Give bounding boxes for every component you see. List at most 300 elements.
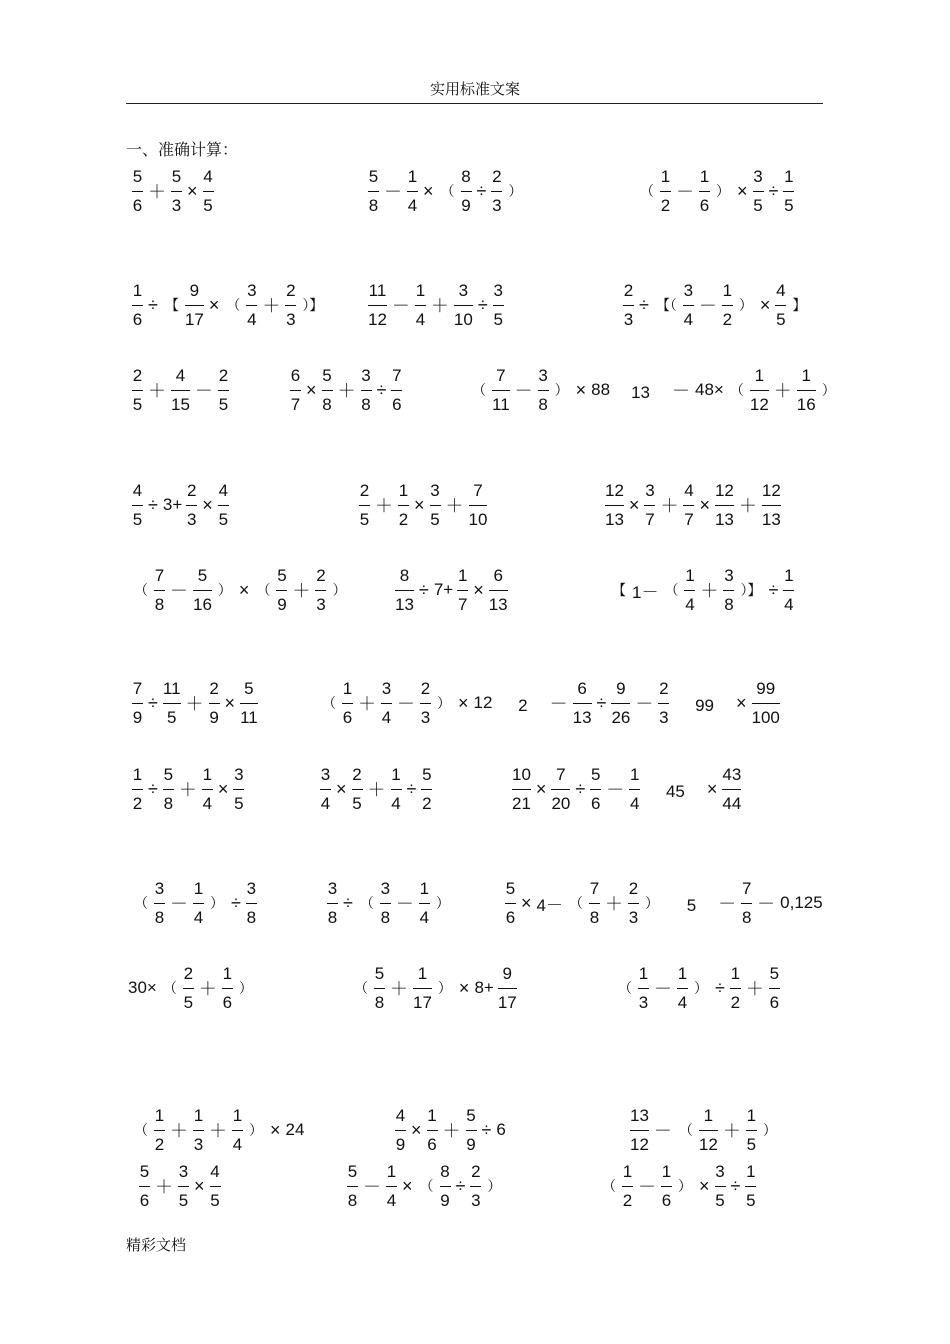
operator: ＋ <box>155 1177 173 1197</box>
fraction <box>505 879 516 928</box>
fraction <box>661 1162 672 1211</box>
fraction <box>178 1162 189 1211</box>
fraction <box>492 366 510 415</box>
operator: × <box>423 180 434 201</box>
bracket: ） <box>435 895 450 911</box>
fraction <box>246 281 257 330</box>
math-expression <box>350 958 519 1018</box>
bracket: （ <box>678 1122 693 1138</box>
fraction <box>232 1106 243 1155</box>
numerator: 1 <box>677 963 688 983</box>
operator: ＋ <box>390 979 408 999</box>
fraction <box>391 366 402 415</box>
numerator: 3 <box>715 1161 725 1181</box>
numerator: 1 <box>386 1161 397 1181</box>
math-expression <box>468 360 840 420</box>
number-text: 12 <box>473 693 493 712</box>
numerator: 4 <box>218 480 229 500</box>
numerator: 1 <box>746 1161 756 1181</box>
numerator: 2 <box>316 565 326 585</box>
denominator: 12 <box>368 309 387 329</box>
fraction <box>154 879 165 928</box>
operator: ÷ <box>148 294 158 315</box>
fraction <box>762 481 781 530</box>
fraction <box>421 765 432 814</box>
denominator: 17 <box>184 309 204 329</box>
operator: － <box>397 694 415 714</box>
fraction <box>240 679 258 728</box>
fraction <box>218 481 229 530</box>
bracket: （ <box>134 1122 148 1138</box>
numerator: 43 <box>722 764 742 784</box>
numerator: 5 <box>374 963 385 983</box>
numerator: 2 <box>628 878 639 898</box>
numerator: 3 <box>154 878 165 898</box>
number-text: 4－ <box>536 895 563 915</box>
fraction <box>741 879 752 928</box>
numerator: 1 <box>202 764 213 784</box>
operator: ÷ <box>148 692 158 713</box>
fraction <box>132 281 143 330</box>
denominator: 2 <box>730 992 741 1012</box>
numerator: 4 <box>684 480 694 500</box>
operator: ＋ <box>738 496 757 516</box>
numerator: 1 <box>699 166 710 186</box>
denominator: 3 <box>316 594 326 614</box>
denominator: 6 <box>342 707 353 727</box>
bracket: （ <box>472 382 486 398</box>
denominator: 4 <box>381 707 392 727</box>
fraction <box>218 366 229 415</box>
operator: × <box>238 579 250 600</box>
operator: － <box>395 894 414 914</box>
operator: ÷ <box>148 778 158 799</box>
numerator: 1 <box>415 280 426 300</box>
operator: ＋ <box>773 381 792 401</box>
numerator: 1 <box>784 565 794 585</box>
numerator: 4 <box>132 480 143 500</box>
denominator: 3 <box>193 1134 204 1154</box>
numerator: 1 <box>754 365 765 385</box>
fraction <box>454 281 473 330</box>
fraction <box>783 167 794 216</box>
denominator: 2 <box>132 793 143 813</box>
denominator: 12 <box>630 1134 649 1154</box>
number-text: 30× <box>128 978 157 997</box>
fraction <box>193 1106 204 1155</box>
fraction <box>413 964 432 1013</box>
bracket: （ <box>602 1178 616 1194</box>
numerator: 3 <box>753 166 763 186</box>
fraction <box>171 167 182 216</box>
fraction <box>493 281 504 330</box>
fraction <box>419 879 430 928</box>
number-text: 7+ <box>433 580 454 599</box>
operator: ＋ <box>445 496 464 516</box>
bracket: 【 <box>164 297 179 313</box>
denominator: 6 <box>139 1190 150 1210</box>
numerator: 7 <box>496 365 506 385</box>
denominator: 5 <box>776 309 786 329</box>
fraction <box>715 1162 726 1211</box>
numerator: 3 <box>246 878 257 898</box>
denominator: 6 <box>222 992 233 1012</box>
math-expression <box>614 958 782 1018</box>
denominator: 16 <box>796 394 816 414</box>
operator: ÷ <box>575 778 586 799</box>
numerator: 3 <box>320 764 331 784</box>
fraction <box>457 566 468 615</box>
number-text: 2 <box>496 695 545 715</box>
numerator: 1 <box>222 963 233 983</box>
fraction <box>374 964 385 1013</box>
fraction <box>132 481 143 530</box>
numerator: 2 <box>218 365 229 385</box>
denominator: 11 <box>240 707 258 727</box>
operator: ＋ <box>660 496 679 516</box>
bracket: （ <box>419 1178 434 1194</box>
number-text: 48× <box>695 380 724 399</box>
numerator: 5 <box>347 1161 358 1181</box>
fraction <box>538 366 549 415</box>
numerator: 5 <box>368 166 379 186</box>
denominator: 5 <box>352 793 362 813</box>
denominator: 4 <box>193 907 204 927</box>
denominator: 13 <box>395 594 414 614</box>
operator: × <box>737 180 748 201</box>
operator: ＋ <box>722 1121 741 1141</box>
operator: × <box>458 977 470 998</box>
bracket: （ <box>618 980 632 996</box>
denominator: 3 <box>471 1190 481 1210</box>
fraction <box>551 765 570 814</box>
fraction <box>623 281 634 330</box>
operator: × <box>414 494 425 515</box>
fraction <box>163 679 181 728</box>
numerator: 6 <box>577 678 587 698</box>
denominator: 5 <box>753 195 763 215</box>
numerator: 1 <box>660 166 671 186</box>
fraction <box>628 879 639 928</box>
fraction <box>132 366 143 415</box>
denominator: 5 <box>183 992 194 1012</box>
math-expression <box>598 1156 758 1216</box>
bracket: （ <box>568 895 583 911</box>
numerator: 1 <box>193 878 204 898</box>
numerator: 3 <box>493 280 503 300</box>
operator: ÷ <box>406 778 417 799</box>
denominator: 5 <box>132 509 143 529</box>
numerator: 2 <box>132 365 143 385</box>
bracket: ） <box>738 297 753 313</box>
numerator: 6 <box>290 365 301 385</box>
math-expression <box>130 360 231 420</box>
math-expression <box>130 161 216 221</box>
numerator: 2 <box>492 166 502 186</box>
numerator: 2 <box>183 963 194 983</box>
numerator: 3 <box>380 878 391 898</box>
operator: × <box>736 692 747 713</box>
fraction <box>209 679 220 728</box>
fraction <box>395 566 414 615</box>
fraction <box>498 964 517 1013</box>
fraction <box>723 566 734 615</box>
numerator: 1 <box>801 365 811 385</box>
fraction <box>466 1106 477 1155</box>
numerator: 2 <box>623 280 634 300</box>
fraction <box>210 1162 221 1211</box>
fraction <box>722 765 741 814</box>
denominator: 3 <box>628 907 639 927</box>
numerator: 5 <box>422 764 432 784</box>
number-text: 24 <box>285 1120 305 1139</box>
numerator: 4 <box>210 1161 220 1181</box>
numerator: 1 <box>784 166 794 186</box>
operator: × <box>759 294 771 315</box>
operator: ÷ <box>730 1175 741 1196</box>
numerator: 3 <box>234 764 244 784</box>
bracket: ） <box>437 980 452 996</box>
operator: ＋ <box>170 1121 188 1141</box>
fraction <box>132 765 143 814</box>
denominator: 2 <box>154 1134 165 1154</box>
denominator: 5 <box>715 1190 725 1210</box>
denominator: 6 <box>505 907 516 927</box>
math-expression <box>130 275 327 335</box>
denominator: 4 <box>386 1190 397 1210</box>
fraction <box>683 481 694 530</box>
denominator: 2 <box>622 1190 633 1210</box>
operator: ÷ <box>376 379 387 400</box>
fraction <box>395 1106 406 1155</box>
numerator: 3 <box>247 280 257 300</box>
numerator: 1 <box>622 1161 633 1181</box>
denominator: 6 <box>392 394 402 414</box>
fraction <box>699 1106 718 1155</box>
numerator: 11 <box>162 678 181 698</box>
numerator: 1 <box>154 1105 165 1125</box>
denominator: 5 <box>132 394 143 414</box>
operator: ＋ <box>375 496 393 516</box>
fraction <box>290 366 301 415</box>
operator: × <box>521 892 532 913</box>
operator: － <box>672 381 691 401</box>
denominator: 4 <box>677 992 688 1012</box>
fraction <box>745 1162 756 1211</box>
numerator: 2 <box>187 480 197 500</box>
operator: － <box>391 296 410 316</box>
fraction <box>139 1162 150 1211</box>
math-expression <box>325 873 454 933</box>
fraction <box>154 1106 165 1155</box>
fraction <box>381 679 392 728</box>
denominator: 5 <box>210 1190 220 1210</box>
fraction <box>285 281 296 330</box>
operator: ÷ <box>231 892 241 913</box>
operator: × <box>628 494 640 515</box>
denominator: 9 <box>277 594 287 614</box>
fraction <box>440 1162 451 1211</box>
operator: ÷ <box>715 977 725 998</box>
numerator: 1 <box>630 764 640 784</box>
operator: ＋ <box>148 381 166 401</box>
denominator: 9 <box>461 195 471 215</box>
operator: ＋ <box>367 780 386 800</box>
numerator: 12 <box>761 480 781 500</box>
math-expression <box>608 560 796 620</box>
denominator: 4 <box>407 195 418 215</box>
numerator: 1 <box>661 1161 672 1181</box>
denominator: 12 <box>749 394 769 414</box>
numerator: 5 <box>322 365 332 385</box>
math-expression <box>393 1100 508 1160</box>
numerator: 9 <box>616 678 626 698</box>
math-expression <box>603 475 783 535</box>
fraction <box>715 481 734 530</box>
fraction <box>684 566 695 615</box>
fraction <box>730 964 741 1013</box>
number-text: 99 <box>673 695 731 715</box>
denominator: 8 <box>246 907 257 927</box>
fraction <box>233 765 244 814</box>
bracket: 】 <box>792 297 807 313</box>
denominator: 15 <box>171 394 190 414</box>
operator: － <box>384 182 402 202</box>
math-expression <box>130 560 350 620</box>
denominator: 2 <box>660 195 671 215</box>
numerator: 1 <box>685 565 695 585</box>
denominator: 5 <box>746 1134 757 1154</box>
fraction <box>193 879 204 928</box>
denominator: 8 <box>538 394 548 414</box>
operator: × <box>575 379 587 400</box>
bracket: ） <box>716 183 730 199</box>
numerator: 1 <box>730 963 741 983</box>
operator: － <box>363 1177 381 1197</box>
denominator: 100 <box>751 707 780 727</box>
numerator: 3 <box>645 480 655 500</box>
fraction <box>644 481 655 530</box>
denominator: 8 <box>327 907 338 927</box>
fraction <box>193 566 212 615</box>
numerator: 1 <box>722 280 733 300</box>
bracket: ） <box>238 980 253 996</box>
numerator: 1 <box>132 280 143 300</box>
denominator: 3 <box>286 309 296 329</box>
bracket: ） <box>821 382 836 398</box>
operator: × <box>699 1175 710 1196</box>
fraction <box>750 366 769 415</box>
fraction <box>722 281 733 330</box>
numerator: 4 <box>776 280 786 300</box>
math-expression <box>130 873 259 933</box>
numerator: 1 <box>746 1105 757 1125</box>
operator: ＋ <box>178 780 197 800</box>
bracket: （ <box>162 980 177 996</box>
operator: ÷ <box>418 579 429 600</box>
fraction <box>630 1106 649 1155</box>
page-footer: 精彩文档 <box>126 1236 187 1254</box>
number-text: 13 <box>614 382 668 402</box>
operator: × <box>208 294 220 315</box>
operator: ＋ <box>430 296 449 316</box>
operator: × <box>224 692 236 713</box>
operator: ÷ <box>455 1175 466 1196</box>
fraction <box>753 167 764 216</box>
fraction <box>746 1106 757 1155</box>
denominator: 44 <box>722 793 742 813</box>
fraction <box>683 281 694 330</box>
fraction <box>320 765 331 814</box>
fraction <box>132 679 143 728</box>
numerator: 11 <box>368 280 387 300</box>
numerator: 5 <box>591 764 601 784</box>
math-expression <box>318 673 782 733</box>
numerator: 2 <box>420 678 431 698</box>
denominator: 10 <box>468 509 488 529</box>
number-text: 3+ <box>162 495 183 514</box>
denominator: 8 <box>361 394 371 414</box>
operator: ÷ <box>768 180 779 201</box>
denominator: 11 <box>492 394 510 414</box>
operator: － <box>170 581 188 601</box>
operator: ＋ <box>209 1121 227 1141</box>
math-expression <box>130 1100 306 1160</box>
math-expression <box>636 161 796 221</box>
denominator: 12 <box>698 1134 718 1154</box>
fraction <box>186 481 197 530</box>
denominator: 4 <box>419 907 430 927</box>
denominator: 6 <box>132 309 143 329</box>
fraction <box>380 879 391 928</box>
numerator: 9 <box>189 280 200 300</box>
denominator: 10 <box>453 309 473 329</box>
operator: × <box>217 778 229 799</box>
bracket: ） <box>678 1178 692 1194</box>
bracket: ）】 <box>302 297 324 313</box>
operator: － <box>170 894 188 914</box>
fraction <box>407 167 418 216</box>
denominator: 9 <box>395 1134 406 1154</box>
denominator: 17 <box>413 992 432 1012</box>
numerator: 1 <box>132 764 143 784</box>
denominator: 5 <box>218 394 229 414</box>
denominator: 13 <box>714 509 734 529</box>
operator: － <box>514 381 533 401</box>
operator: ＋ <box>442 1121 461 1141</box>
numerator: 8 <box>399 565 410 585</box>
operator: － <box>194 381 213 401</box>
fraction <box>359 481 370 530</box>
denominator: 4 <box>247 309 257 329</box>
operator: － <box>654 979 672 999</box>
denominator: 13 <box>488 594 508 614</box>
numerator: 5 <box>163 764 174 784</box>
denominator: 20 <box>551 793 571 813</box>
denominator: 17 <box>497 992 517 1012</box>
operator: ＋ <box>745 979 764 999</box>
numerator: 5 <box>171 166 182 186</box>
numerator: 6 <box>493 565 503 585</box>
numerator: 10 <box>512 764 531 784</box>
numerator: 3 <box>430 480 440 500</box>
fraction <box>638 964 649 1013</box>
fraction <box>491 167 502 216</box>
numerator: 4 <box>175 365 186 385</box>
numerator: 7 <box>132 678 143 698</box>
denominator: 6 <box>661 1190 672 1210</box>
bracket: ） <box>644 895 659 911</box>
